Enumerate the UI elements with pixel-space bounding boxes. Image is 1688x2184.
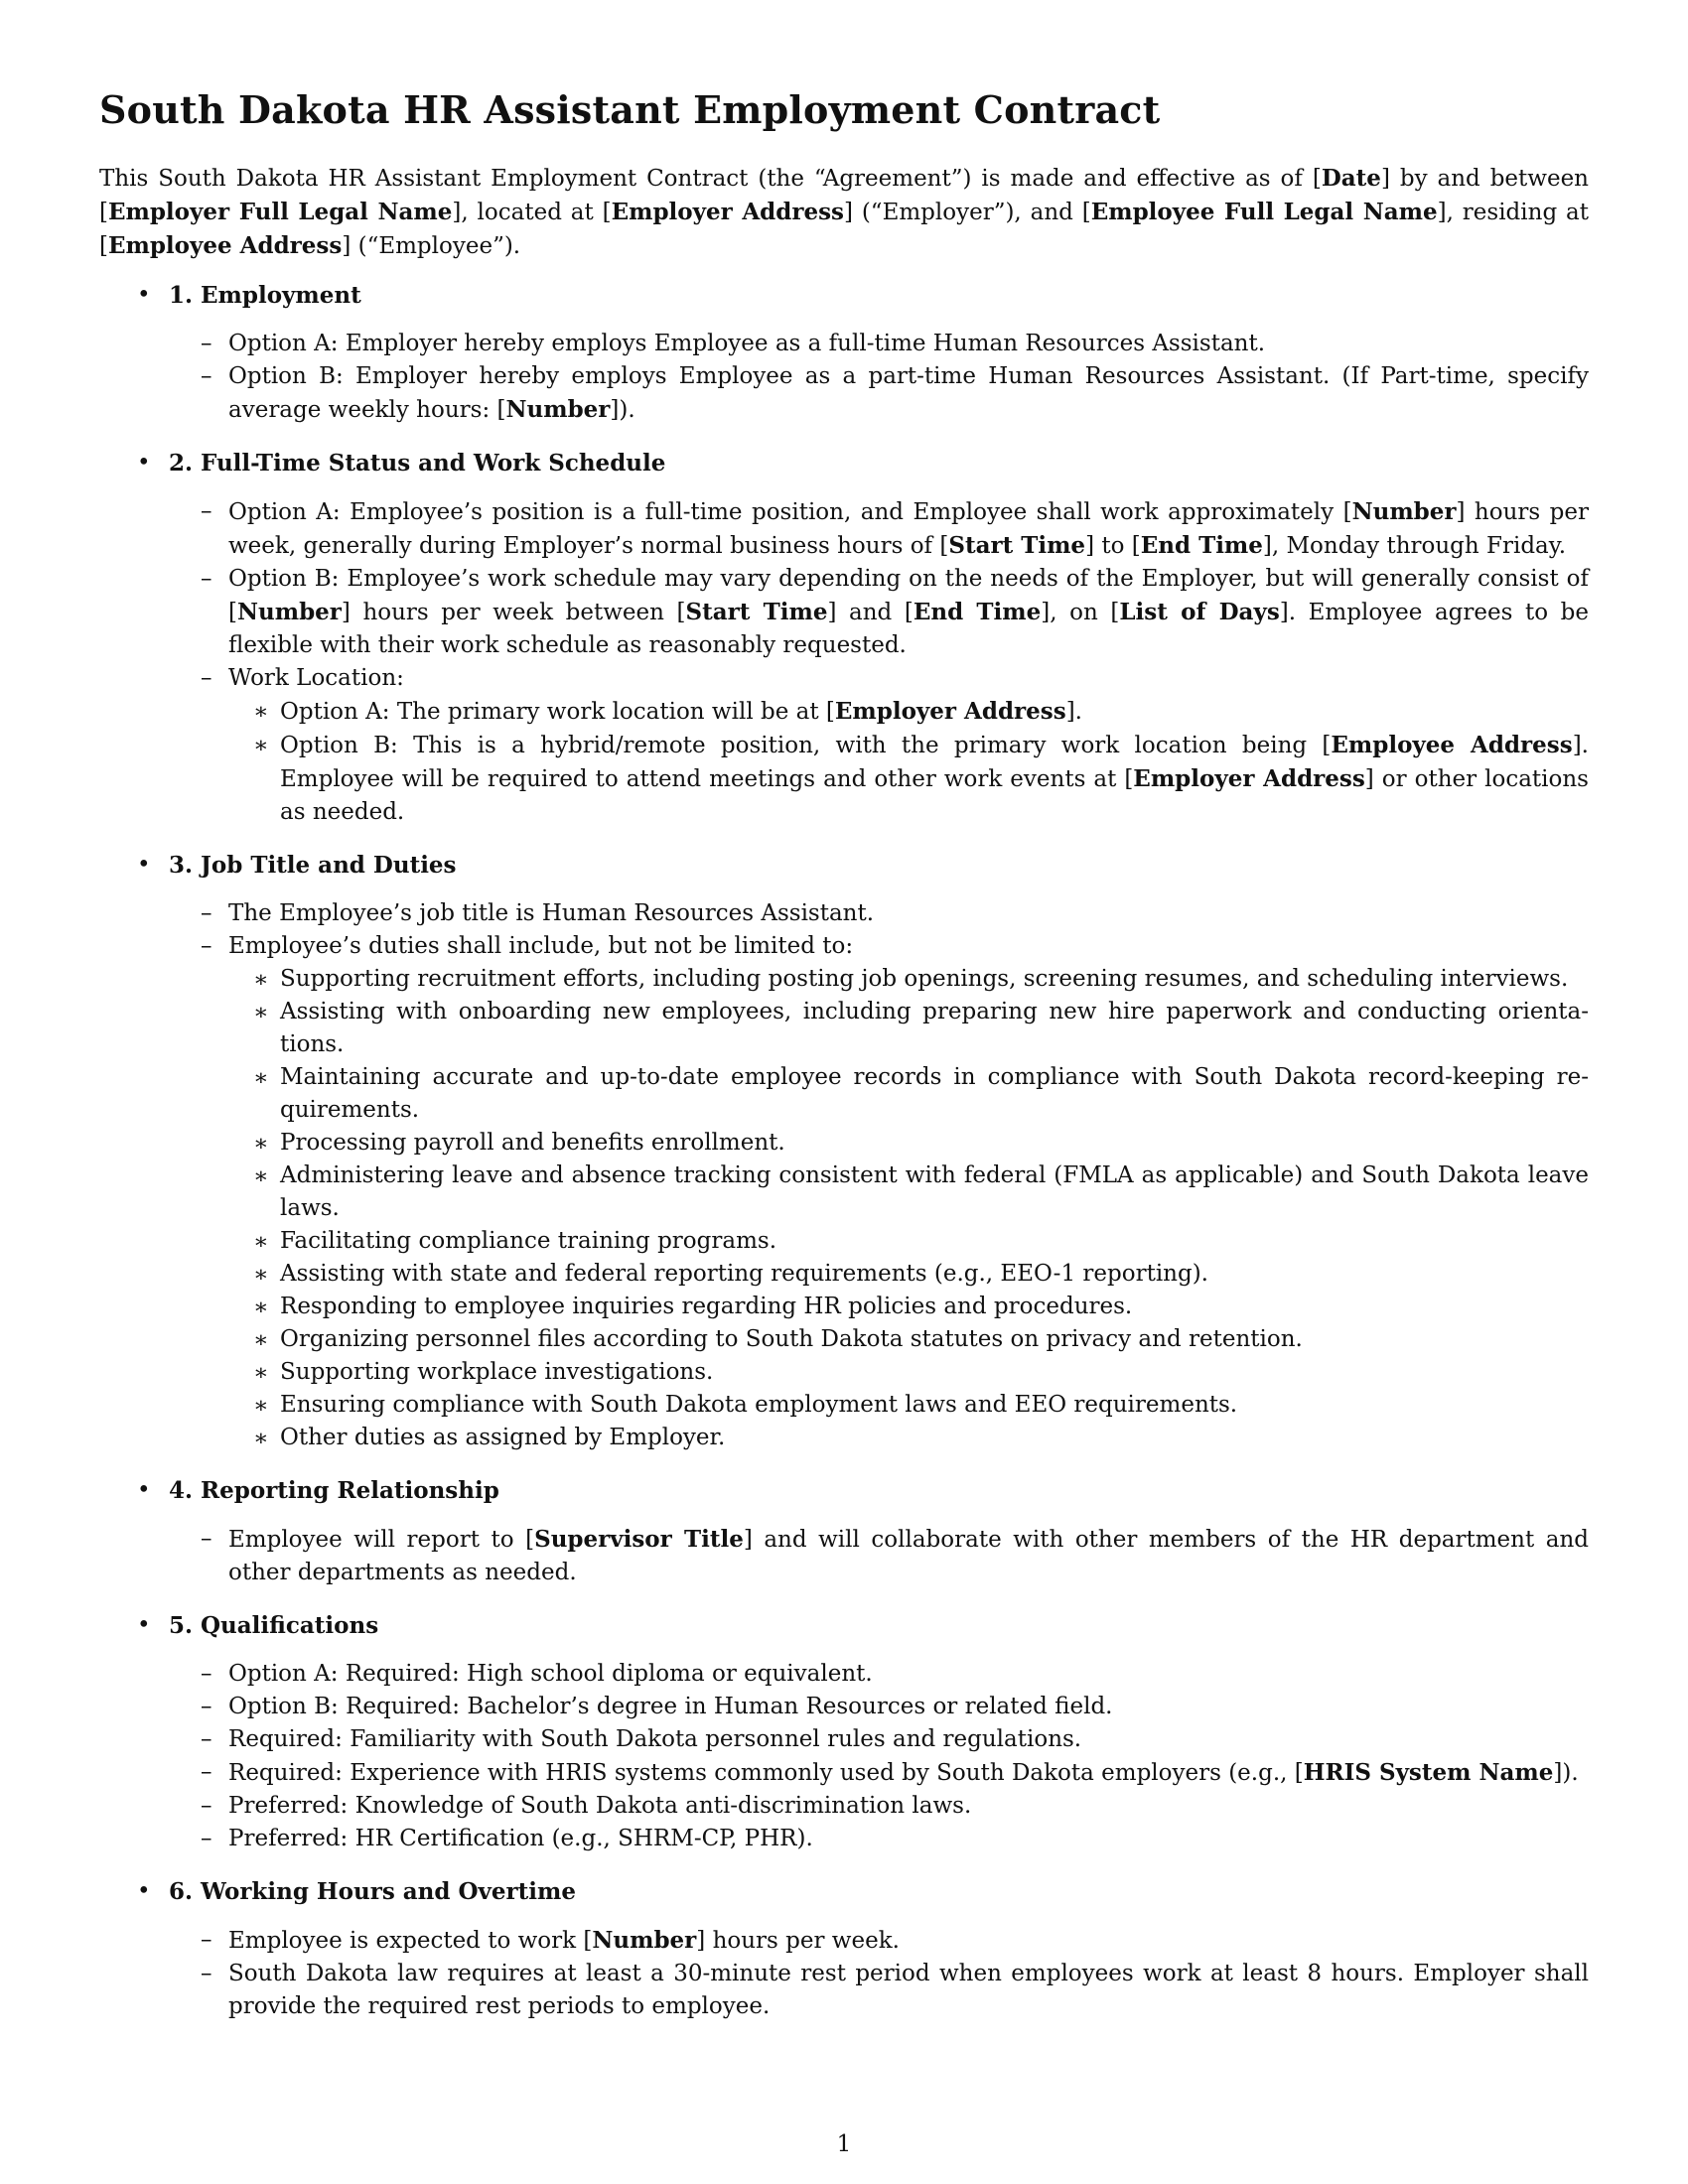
clause-text	[228, 499, 1589, 559]
text-run: ].	[1065, 699, 1082, 725]
text-run: ] or other locations as needed.	[280, 766, 1589, 825]
sub-clause-text	[280, 1359, 713, 1385]
sub-clause-text	[280, 1228, 776, 1254]
placeholder-field: Employee Address	[107, 232, 343, 259]
asterisk-bullet-icon: ∗	[253, 1393, 269, 1419]
bullet-icon: •	[137, 1477, 151, 1503]
placeholder-field: Start Time	[948, 532, 1086, 559]
sub-clause-text	[280, 1392, 1237, 1418]
sub-clause-item	[253, 1422, 1589, 1454]
text-run: Ensuring compliance with South Dakota employment laws and EEO requirements.	[280, 1392, 1238, 1418]
clause-text	[228, 1928, 900, 1954]
clause-item	[201, 1790, 1589, 1823]
sub-clause-item	[253, 1258, 1589, 1291]
clause-list	[169, 495, 1589, 829]
text-run: Option A: Required: High school diploma or equivalent.	[228, 1661, 873, 1687]
asterisk-bullet-icon: ∗	[253, 1295, 269, 1320]
contract-section	[99, 849, 1589, 1454]
dash-bullet-icon: –	[201, 933, 212, 959]
asterisk-bullet-icon: ∗	[253, 1426, 269, 1451]
clause-item	[201, 1958, 1589, 2023]
text-run: ]).	[1553, 1760, 1579, 1786]
clause-item	[201, 1523, 1590, 1589]
sub-clause-list	[228, 963, 1589, 1454]
section-title: 2. Full-Time Status and Work Schedule	[169, 450, 666, 477]
dash-bullet-icon: –	[201, 1759, 212, 1785]
text-run: Option A: Employer hereby employs Employee as a full-time Human Resources Assistant.	[228, 331, 1266, 356]
sub-clause-text	[280, 1425, 725, 1450]
section-title: 3. Job Title and Duties	[169, 852, 457, 879]
clause-text	[228, 1961, 1589, 2019]
section-list	[99, 279, 1589, 2023]
clause-item	[201, 1756, 1589, 1790]
dash-bullet-icon: –	[201, 331, 212, 356]
clause-list	[169, 1523, 1589, 1589]
contract-section	[99, 447, 1589, 829]
text-run: ]).	[610, 397, 635, 423]
text-run: ] to [	[1085, 533, 1141, 559]
placeholder-field: End Time	[1140, 532, 1263, 559]
clause-text	[228, 1726, 1081, 1752]
placeholder-field: Start Time	[685, 599, 828, 625]
sub-clause-item	[253, 963, 1589, 996]
clause-item	[201, 897, 1589, 930]
dash-bullet-icon: –	[201, 1661, 212, 1687]
clause-text	[228, 1694, 1113, 1719]
text-run: This South Dakota HR Assistant Employment Contract (the “Agreement”) is made and effective as of	[99, 166, 1313, 192]
clause-list	[169, 1924, 1589, 2023]
asterisk-bullet-icon: ∗	[253, 1131, 269, 1157]
asterisk-bullet-icon: ∗	[253, 733, 269, 758]
sub-clause-text	[280, 733, 1589, 825]
text-run: Preferred: HR Certification (e.g., SHRM-CP, PHR).	[228, 1826, 813, 1851]
dash-bullet-icon: –	[201, 1826, 212, 1851]
clause-item	[201, 360, 1589, 427]
text-run: ] hours per week, generally during Employer’s normal business hours of [	[228, 499, 1589, 559]
sub-clause-item	[253, 1323, 1589, 1356]
clause-list	[169, 897, 1589, 1454]
asterisk-bullet-icon: ∗	[253, 699, 269, 725]
text-run: Other duties as assigned by Employer.	[280, 1425, 726, 1450]
text-run: ] by and between [	[99, 166, 1589, 225]
clause-text	[228, 1826, 813, 1851]
asterisk-bullet-icon: ∗	[253, 1360, 269, 1386]
contract-section	[99, 1875, 1589, 2023]
bullet-icon: •	[137, 282, 151, 308]
text-run: Required: Familiarity with South Dakota personnel rules and regulations.	[228, 1726, 1082, 1752]
asterisk-bullet-icon: ∗	[253, 1327, 269, 1353]
intro-paragraph	[99, 162, 1589, 263]
text-run: ] and [	[827, 600, 914, 625]
text-run: Facilitating compliance training programs.	[280, 1228, 777, 1254]
placeholder-field: Employer Full Legal Name	[107, 199, 453, 225]
clause-item	[201, 563, 1589, 662]
sub-clause-text	[280, 1261, 1208, 1287]
dash-bullet-icon: –	[201, 498, 212, 524]
dash-bullet-icon: –	[201, 363, 212, 389]
sub-clause-item	[253, 1356, 1589, 1389]
sub-clause-text	[280, 1162, 1589, 1221]
text-run: [	[1312, 166, 1322, 192]
clause-item	[201, 1723, 1589, 1756]
placeholder-field: Date	[1321, 165, 1381, 192]
text-run: Supporting workplace investigations.	[280, 1359, 714, 1385]
text-run: Organizing personnel files according to South Dakota statutes on privacy and retention.	[280, 1326, 1303, 1352]
bullet-icon: •	[137, 450, 151, 476]
text-run: ]. Employee will be required to attend meetings and other work events at [	[280, 733, 1589, 792]
contract-section	[99, 1474, 1589, 1589]
asterisk-bullet-icon: ∗	[253, 967, 269, 993]
text-run: ] hours per week between [	[341, 600, 686, 625]
clause-text	[228, 1793, 971, 1819]
placeholder-field: Employer Address	[834, 698, 1066, 725]
asterisk-bullet-icon: ∗	[253, 1065, 269, 1091]
clause-item	[201, 1691, 1589, 1723]
sub-clause-item	[253, 729, 1589, 829]
placeholder-field: Employer Address	[1133, 765, 1365, 792]
section-title: 1. Employment	[169, 282, 361, 309]
bullet-icon: •	[137, 1878, 151, 1904]
clause-text	[228, 665, 404, 691]
text-run: Administering leave and absence tracking consistent with federal (FMLA as applicable) and South Dakota leave laws.	[280, 1162, 1589, 1221]
contract-section	[99, 1609, 1589, 1855]
dash-bullet-icon: –	[201, 1526, 212, 1552]
text-run: Option B: Required: Bachelor’s degree in Human Resources or related field.	[228, 1694, 1113, 1719]
placeholder-field: Employee Full Legal Name	[1090, 199, 1438, 225]
sub-clause-item	[253, 1061, 1589, 1127]
placeholder-field: End Time	[913, 599, 1042, 625]
bullet-icon: •	[137, 1612, 151, 1638]
text-run: Option B: This is a hybrid/remote position, with the primary work location being [	[280, 733, 1332, 758]
clause-text	[228, 331, 1265, 356]
text-run: ], Monday through Friday.	[1262, 533, 1567, 559]
sub-clause-text	[280, 966, 1568, 992]
sub-clause-list	[228, 695, 1589, 829]
asterisk-bullet-icon: ∗	[253, 1229, 269, 1255]
asterisk-bullet-icon: ∗	[253, 1163, 269, 1189]
clause-item	[201, 1658, 1589, 1691]
placeholder-field: Supervisor Title	[534, 1526, 744, 1553]
dash-bullet-icon: –	[201, 1694, 212, 1719]
sub-clause-text	[280, 1064, 1589, 1123]
text-run: Supporting recruitment efforts, including posting job openings, screening resumes, and scheduling interviews.	[280, 966, 1569, 992]
text-run: Assisting with onboarding new employees, including preparing new hire paperwork and conducting orienta-tions.	[280, 999, 1589, 1057]
dash-bullet-icon: –	[201, 1793, 212, 1819]
page-number: 1	[836, 2131, 852, 2157]
clause-item	[201, 328, 1589, 360]
text-run: Responding to employee inquiries regarding HR policies and procedures.	[280, 1294, 1133, 1319]
dash-bullet-icon: –	[201, 1927, 212, 1953]
text-run: ] and will collaborate with other members of the HR department and other departments as needed.	[228, 1527, 1590, 1585]
placeholder-field: Number	[1351, 498, 1457, 525]
text-run: Option B: Employer hereby employs Employee as a part-time Human Resources Assistant. (If Part-time, specify average weekly hours: [	[228, 363, 1589, 423]
text-run: Work Location:	[228, 665, 404, 691]
text-run: South Dakota law requires at least a 30-minute rest period when employees work at least 8 hours. Employer shall provide the required rest periods to employee.	[228, 1961, 1589, 2019]
asterisk-bullet-icon: ∗	[253, 1000, 269, 1025]
text-run: Maintaining accurate and up-to-date employee records in compliance with South Dakota record-keeping re-quirements.	[280, 1064, 1589, 1123]
text-run: ] (“Employee”).	[342, 233, 521, 259]
document-page	[99, 87, 1589, 2043]
text-run: The Employee’s job title is Human Resources Assistant.	[228, 900, 875, 926]
text-run: Option A: Employee’s position is a full-time position, and Employee shall work approximately [	[228, 499, 1352, 525]
text-run: Employee is expected to work [	[228, 1928, 593, 1954]
clause-list	[169, 1658, 1589, 1855]
clause-item	[201, 495, 1589, 563]
text-run: Employee’s duties shall include, but not be limited to:	[228, 933, 854, 959]
document-title: South Dakota HR Assistant Employment Contract	[99, 87, 1161, 132]
clause-text	[228, 1760, 1579, 1786]
text-run: Preferred: Knowledge of South Dakota anti-discrimination laws.	[228, 1793, 972, 1819]
placeholder-field: HRIS System Name	[1303, 1759, 1554, 1786]
asterisk-bullet-icon: ∗	[253, 1262, 269, 1288]
clause-text	[228, 566, 1589, 658]
sub-clause-item	[253, 1160, 1589, 1225]
text-run: Required: Experience with HRIS systems commonly used by South Dakota employers (e.g., [	[228, 1760, 1304, 1786]
clause-text	[228, 1661, 873, 1687]
sub-clause-text	[280, 1294, 1132, 1319]
clause-text	[228, 1527, 1589, 1585]
placeholder-field: Number	[505, 396, 611, 423]
section-title: 4. Reporting Relationship	[169, 1477, 499, 1504]
text-run: ] hours per week.	[696, 1928, 900, 1954]
dash-bullet-icon: –	[201, 566, 212, 592]
text-run: ]. Employee agrees to be flexible with their work schedule as reasonably requested.	[228, 600, 1589, 658]
sub-clause-item	[253, 695, 1589, 729]
dash-bullet-icon: –	[201, 665, 212, 691]
placeholder-field: List of Days	[1119, 599, 1280, 625]
text-run: ] (“Employer”), and [	[843, 200, 1091, 225]
clause-item	[201, 1924, 1589, 1958]
sub-clause-text	[280, 1130, 785, 1156]
clause-item	[201, 930, 1589, 1454]
section-title: 5. Qualifications	[169, 1612, 379, 1639]
clause-item	[201, 1823, 1589, 1855]
sub-clause-text	[280, 699, 1082, 725]
sub-clause-text	[280, 1326, 1303, 1352]
sub-clause-item	[253, 1291, 1589, 1323]
sub-clause-text	[280, 999, 1589, 1057]
sub-clause-item	[253, 1389, 1589, 1422]
bullet-icon: •	[137, 852, 151, 878]
placeholder-field: Number	[592, 1927, 697, 1954]
section-title: 6. Working Hours and Overtime	[169, 1878, 576, 1905]
placeholder-field: Employer Address	[611, 199, 844, 225]
dash-bullet-icon: –	[201, 1961, 212, 1986]
clause-list	[169, 328, 1589, 427]
clause-text	[228, 900, 874, 926]
clause-text	[228, 933, 853, 959]
placeholder-field: Employee Address	[1331, 732, 1573, 758]
text-run: Option A: The primary work location will be at [	[280, 699, 835, 725]
text-run: Assisting with state and federal reporting requirements (e.g., EEO-1 reporting).	[280, 1261, 1208, 1287]
text-run: Processing payroll and benefits enrollment.	[280, 1130, 785, 1156]
text-run: Option B: Employee’s work schedule may vary depending on the needs of the Employer, but will generally consist of [	[228, 566, 1589, 625]
text-run: ], located at [	[452, 200, 612, 225]
sub-clause-item	[253, 1225, 1589, 1258]
dash-bullet-icon: –	[201, 1726, 212, 1752]
placeholder-field: Number	[236, 599, 342, 625]
clause-text	[228, 363, 1589, 423]
clause-item	[201, 662, 1589, 829]
dash-bullet-icon: –	[201, 900, 212, 926]
text-run: Employee will report to [	[228, 1527, 535, 1553]
sub-clause-item	[253, 996, 1589, 1061]
contract-section	[99, 279, 1589, 427]
sub-clause-item	[253, 1127, 1589, 1160]
text-run: ], residing at [	[99, 200, 1589, 259]
text-run: ], on [	[1041, 600, 1120, 625]
